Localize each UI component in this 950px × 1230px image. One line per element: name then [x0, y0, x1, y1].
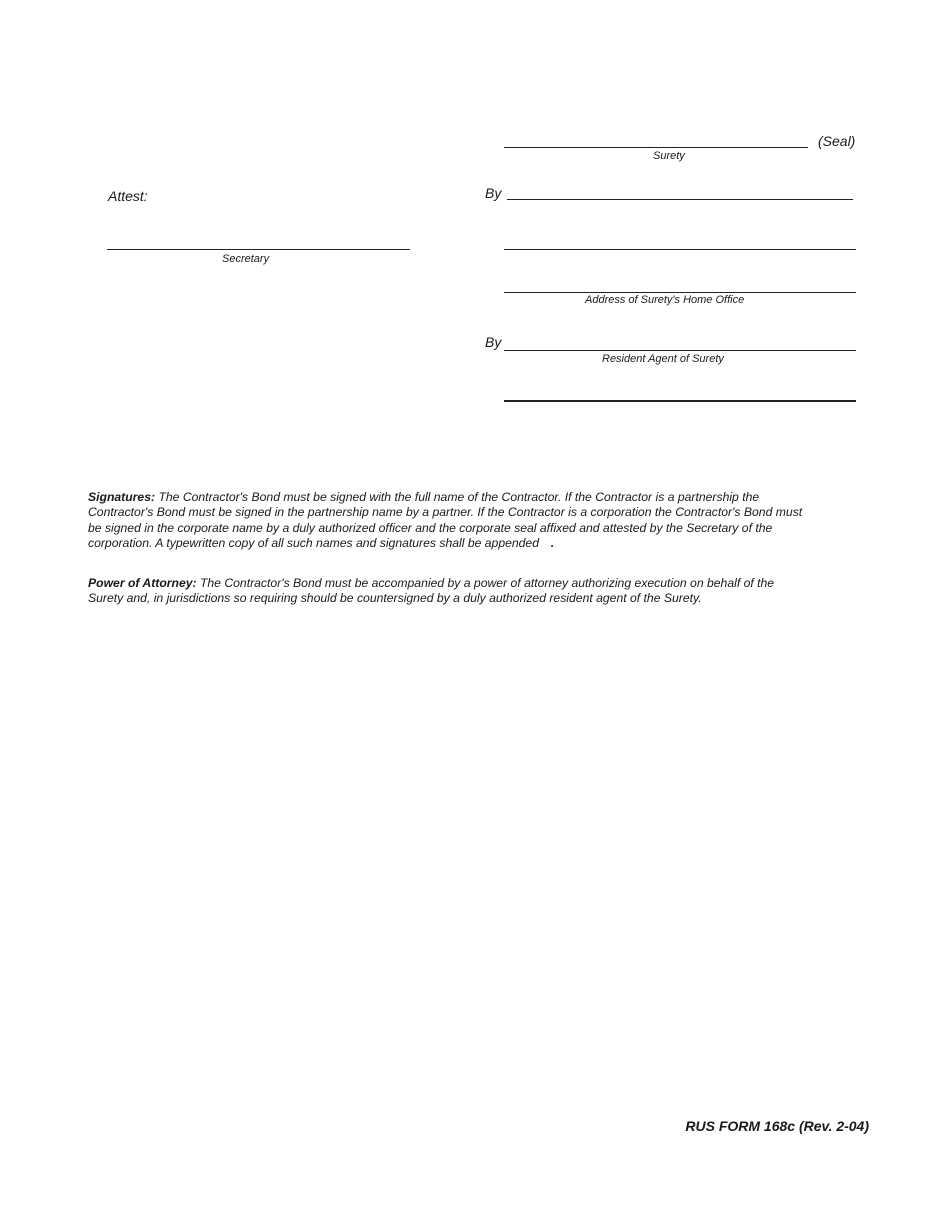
- signatures-end: .: [550, 535, 554, 550]
- by-label-2: By: [485, 334, 502, 350]
- signatures-heading: Signatures:: [88, 490, 156, 504]
- resident-agent-signature-line[interactable]: [504, 350, 856, 351]
- secretary-signature-line[interactable]: [107, 249, 410, 250]
- by-signature-line-1[interactable]: [507, 199, 853, 200]
- by-label-1: By: [485, 185, 502, 201]
- power-heading: Power of Attorney:: [88, 576, 197, 590]
- secretary-caption: Secretary: [222, 253, 270, 265]
- address-line-1[interactable]: [504, 249, 856, 250]
- power-text: The Contractor's Bond must be accompanied by a power of attorney authorizing execution on behalf of the Surety and, in jurisdictions so requiring should be countersigned by a duly authorized resident agent of the Surety.: [88, 576, 775, 606]
- power-of-attorney-note: [88, 576, 804, 607]
- address-caption: Address of Surety's Home Office: [585, 294, 745, 306]
- seal-label: (Seal): [818, 133, 856, 149]
- attest-label: Attest:: [108, 188, 148, 204]
- surety-caption: Surety: [653, 150, 685, 162]
- resident-agent-address-line[interactable]: [504, 400, 856, 402]
- signatures-text: The Contractor's Bond must be signed with the full name of the Contractor. If the Contractor is a partnership the Contractor's Bond must be signed in the partnership name by a partner. If the Contractor is a corporation the Contractor's Bond must be signed in the corporate name by a duly authorized officer and the corporate seal affixed and attested by the Secretary of the corporation. A typewritten copy of all such names and signatures shall be appended: [88, 490, 803, 550]
- resident-agent-caption: Resident Agent of Surety: [602, 353, 724, 365]
- form-id: RUS FORM 168c (Rev. 2-04): [685, 1118, 869, 1134]
- address-line-2[interactable]: [504, 292, 856, 293]
- surety-signature-line[interactable]: [504, 147, 808, 148]
- signatures-note: [88, 490, 808, 551]
